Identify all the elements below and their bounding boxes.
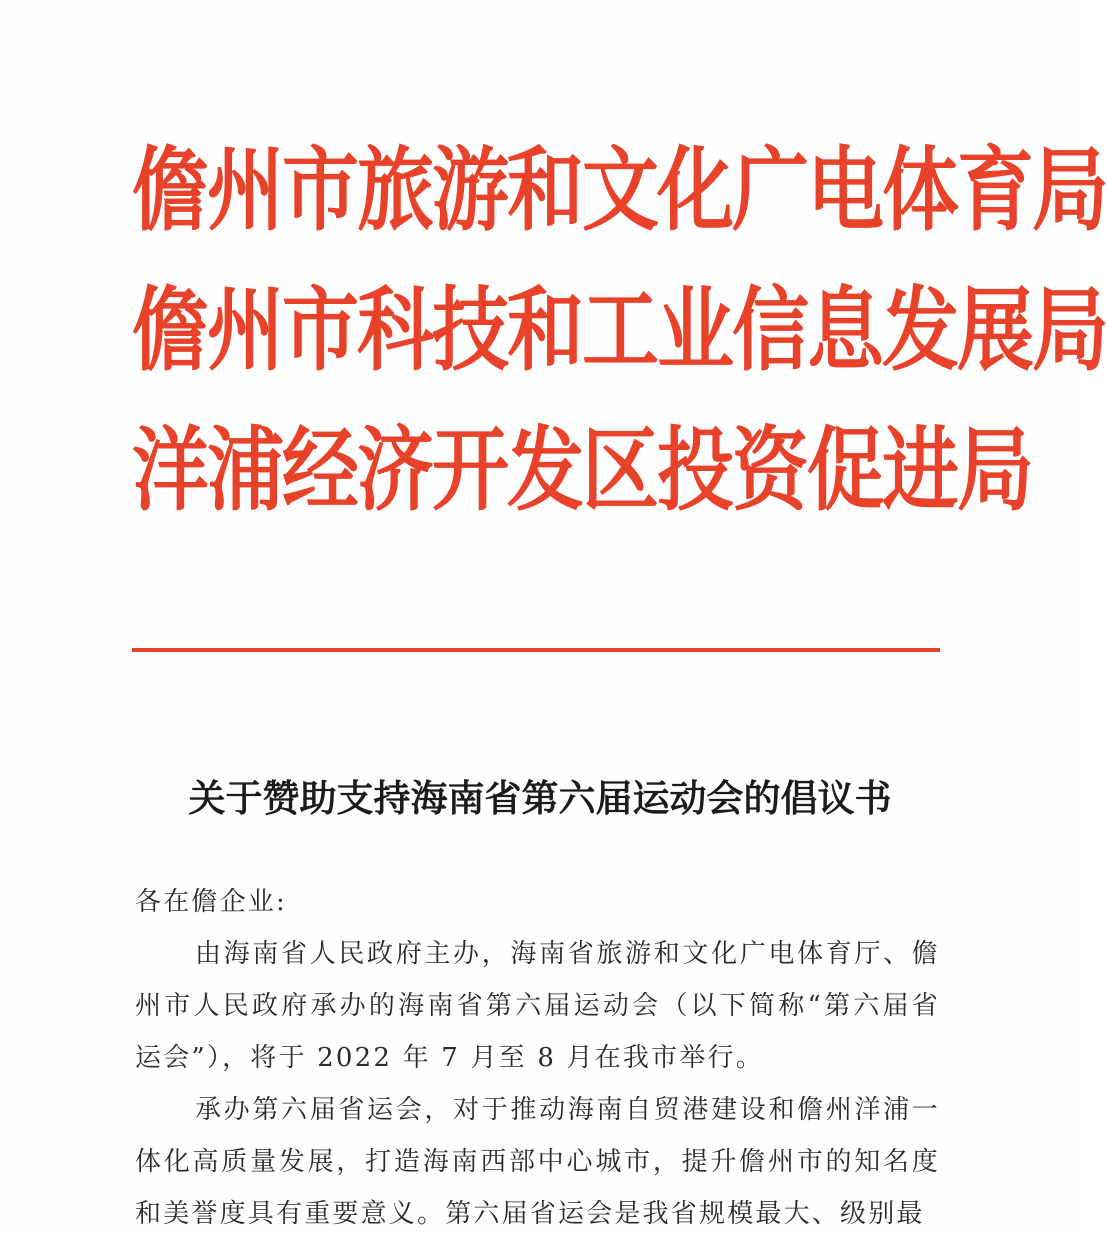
body-paragraph-1: 由海南省人民政府主办，海南省旅游和文化广电体育厅、儋州市人民政府承办的海南省第六届运动会（以下简称“第六届省运会”），将于 2022 年 7 月至 8 月在我市举行。 [135, 939, 940, 1073]
letterhead-divider [132, 648, 940, 652]
letterhead-line-3: 洋浦经济开发区投资促进局 [132, 417, 1032, 525]
salutation: 各在儋企业: [135, 887, 287, 917]
letterhead-line-1: 儋州市旅游和文化广电体育局 [132, 137, 1107, 245]
body-paragraph-2: 承办第六届省运会，对于推动海南自贸港建设和儋州洋浦一体化高质量发展，打造海南西部中心城市，提升儋州市的知名度和美誉度具有重要意义。第六届省运会是我省规模最大、级别最 [135, 1095, 940, 1229]
letterhead-line-2: 儋州市科技和工业信息发展局 [132, 277, 1107, 385]
document-title: 关于赞助支持海南省第六届运动会的倡议书 [188, 776, 892, 820]
